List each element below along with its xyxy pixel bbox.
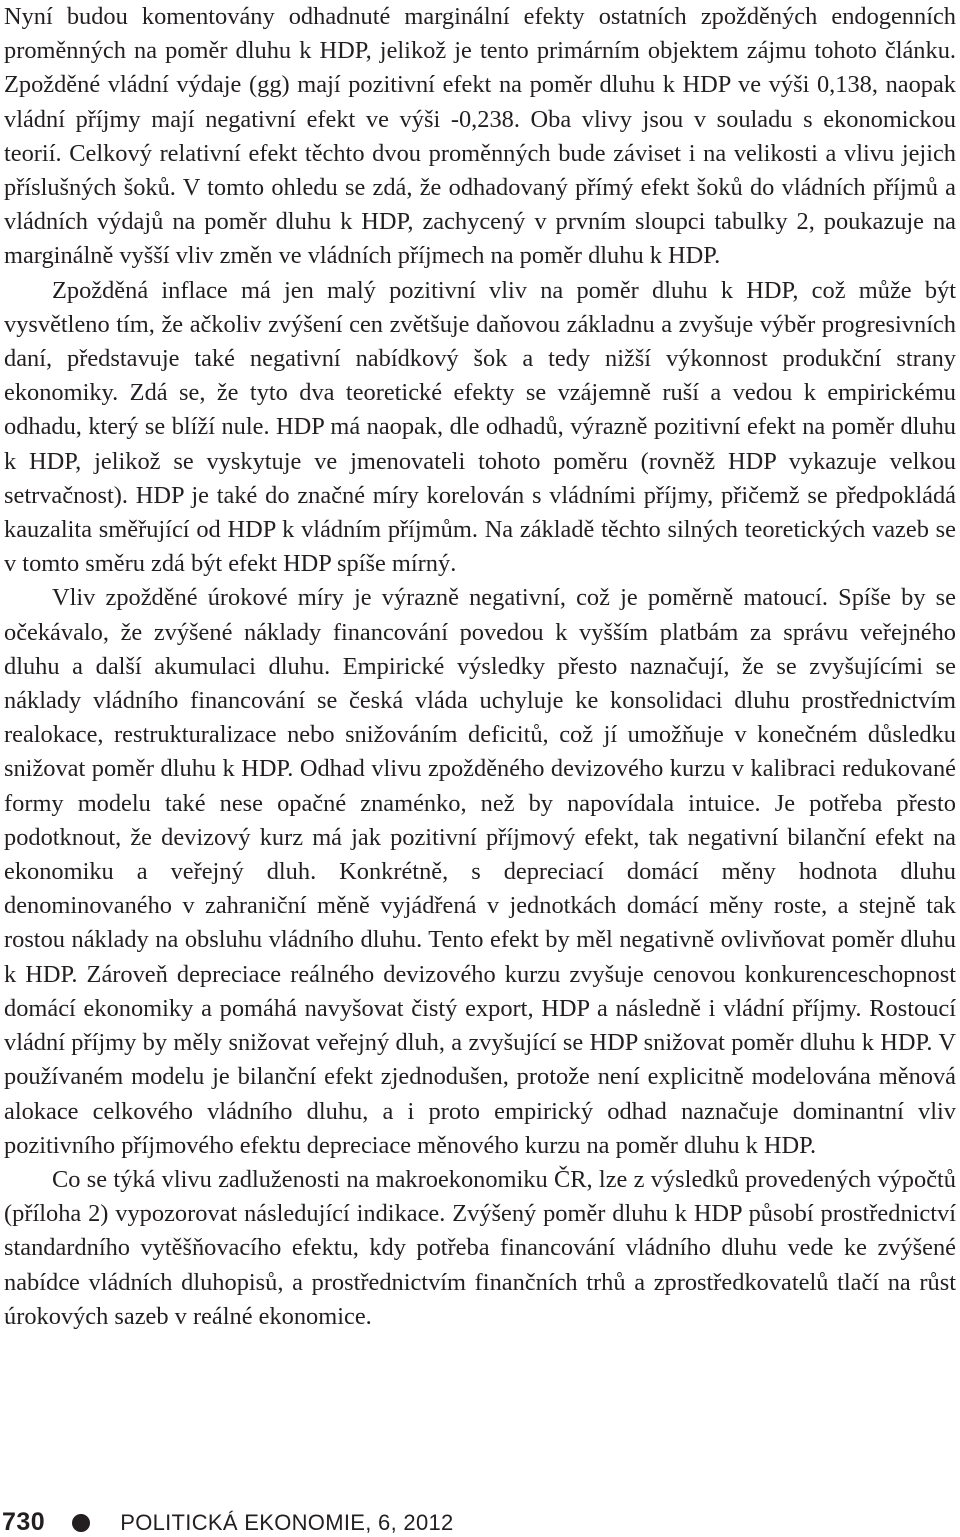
document-page — [4, 0, 956, 1334]
journal-name: POLITICKÁ EKONOMIE, 6, 2012 — [120, 1509, 454, 1535]
bullet-dot-icon — [72, 1514, 90, 1532]
page-number: 730 — [2, 1508, 46, 1536]
paragraph-2: Zpožděná inflace má jen malý pozitivní vliv na poměr dluhu k HDP, což může být vysvětleno tím, že ačkoliv zvýšení cen zvětšuje daňovou základnu a zvyšuje výběr progresivních daní, představuje také negativní nabídkový šok a tedy nižší výkonnost produkční strany ekonomiky. Zdá se, že tyto dva teoretické efekty se vzájemně ruší a vedou k empirickému odhadu, který se blíží nule. HDP má naopak, dle odhadů, výrazně pozitivní efekt na poměr dluhu k HDP, jelikož se vyskytuje ve jmenovateli tohoto poměru (rovněž HDP vykazuje velkou setrvačnost). HDP je také do značné míry korelován s vládními příjmy, přičemž se předpokládá kauzalita směřující od HDP k vládním příjmům. Na základě těchto silných teoretických vazeb se v tomto směru zdá být efekt HDP spíše mírný. — [4, 276, 956, 578]
paragraph-4: Co se týká vlivu zadluženosti na makroekonomiku ČR, lze z výsledků provedených výpočtů (příloha 2) vypozorovat následující indikace. Zvýšený poměr dluhu k HDP působí prostřednictví standardního vytěšňovacího efektu, kdy potřeba financování vládního dluhu vede ke zvýšené nabídce vládních dluhopisů, a prostřednictvím finančních trhů a zprostředkovatelů tlačí na růst úrokových sazeb v reálné ekonomice. — [4, 1165, 956, 1330]
page-footer — [0, 1508, 960, 1537]
paragraph-3: Vliv zpožděné úrokové míry je výrazně negativní, což je poměrně matoucí. Spíše by se očekávalo, že zvýšené náklady financování povedou k vyšším platbám za správu veřejného dluhu a další akumulaci dluhu. Empirické výsledky přesto naznačují, že se zvyšujícími se náklady vládního financování se česká vláda uchyluje ke konsolidaci dluhu prostřednictvím realokace, restrukturalizace nebo snižováním deficitů, což jí umožňuje v konečném důsledku snižovat poměr dluhu k HDP. Odhad vlivu zpožděného devizového kurzu v kalibraci redukované formy modelu také nese opačné znaménko, než by napovídala intuice. Je potřeba přesto podotknout, že devizový kurz má jak pozitivní příjmový efekt, tak negativní bilanční efekt na ekonomiku a veřejný dluh. Konkrétně, s depreciací domácí měny hodnota dluhu denominovaného v zahraniční měně vyjádřená v jednotkách domácí měny roste, a stejně tak rostou náklady na obsluhu vládního dluhu. Tento efekt by měl negativně ovlivňovat poměr dluhu k HDP. Zároveň depreciace reálného devizového kurzu zvyšuje cenovou konkurenceschopnost domácí ekonomiky a pomáhá navyšovat čistý export, HDP a následně i vládní příjmy. Rostoucí vládní příjmy by měly snižovat veřejný dluh, a zvyšující se HDP snižovat poměr dluhu k HDP. V používaném modelu je bilanční efekt zjednodušen, protože není explicitně modelována měnová alokace celkového vládního dluhu, a i proto empirický odhad naznačuje dominantní vliv pozitivního příjmového efektu depreciace měnového kurzu na poměr dluhu k HDP. — [4, 584, 956, 1159]
paragraph-1: Nyní budou komentovány odhadnuté marginální efekty ostatních zpožděných endogenních proměnných na poměr dluhu k HDP, jelikož je tento primárním objektem zájmu tohoto článku. Zpožděné vládní výdaje (gg) mají pozitivní efekt na poměr dluhu k HDP ve výši 0,138, naopak vládní příjmy mají negativní efekt ve výši -0,238. Oba vlivy jsou v souladu s ekonomickou teorií. Celkový relativní efekt těchto dvou proměnných bude záviset i na velikosti a vlivu jejich příslušných šoků. V tomto ohledu se zdá, že odhadovaný přímý efekt šoků do vládních příjmů a vládních výdajů na poměr dluhu k HDP, zachycený v prvním sloupci tabulky 2, poukazuje na marginálně vyšší vliv změn ve vládních příjmech na poměr dluhu k HDP. — [4, 3, 956, 270]
